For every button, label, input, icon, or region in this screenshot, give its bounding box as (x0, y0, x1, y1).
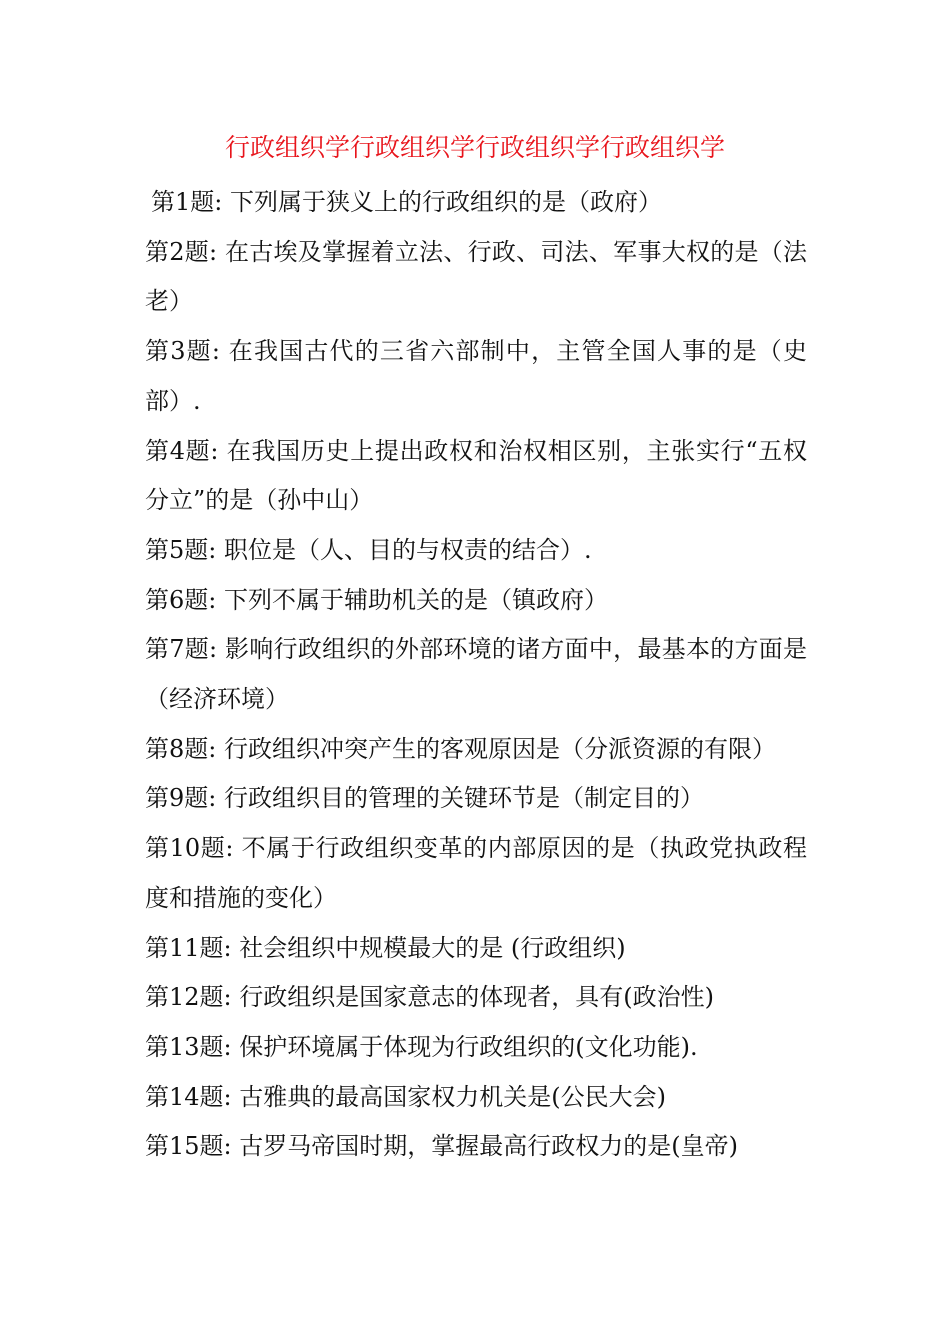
question-item-1: 第1题: 下列属于狭义上的行政组织的是（政府） (151, 188, 662, 216)
document-title: 行政组织学行政组织学行政组织学行政组织学 (224, 133, 725, 162)
question-item-15: 第15题: 古罗马帝国时期，掌握最高行政权力的是(皇帝) (145, 1132, 738, 1161)
question-item-11: 第11题: 社会组织中规模最大的是 (行政组织) (145, 933, 626, 962)
question-item-3: 第3题: 在我国古代的三省六部制中，主管全国人事的是（史部）. (145, 337, 807, 415)
question-item-13: 第13题: 保护环境属于体现为行政组织的(文化功能). (145, 1032, 698, 1061)
question-item-6: 第6题: 下列不属于辅助机关的是（镇政府） (145, 585, 608, 614)
question-item-4: 第4题: 在我国历史上提出政权和治权相区别，主张实行“五权分立”的是（孙中山） (145, 436, 807, 515)
question-item-7: 第7题: 影响行政组织的外部环境的诸方面中，最基本的方面是（经济环境） (145, 635, 807, 714)
question-list (145, 178, 807, 1172)
question-item-9: 第9题: 行政组织目的管理的关键环节是（制定目的） (145, 784, 704, 813)
question-item-5: 第5题: 职位是（人、目的与权责的结合）. (145, 535, 592, 564)
question-item-8: 第8题: 行政组织冲突产生的客观原因是（分派资源的有限） (145, 734, 776, 763)
question-item-2: 第2题: 在古埃及掌握着立法、行政、司法、军事大权的是（法老） (145, 237, 807, 316)
question-item-14: 第14题: 古雅典的最高国家权力机关是(公民大会) (145, 1082, 666, 1111)
question-item-12: 第12题: 行政组织是国家意志的体现者，具有(政治性) (145, 983, 714, 1012)
question-item-10: 第10题: 不属于行政组织变革的内部原因的是（执政党执政程度和措施的变化） (145, 834, 807, 912)
